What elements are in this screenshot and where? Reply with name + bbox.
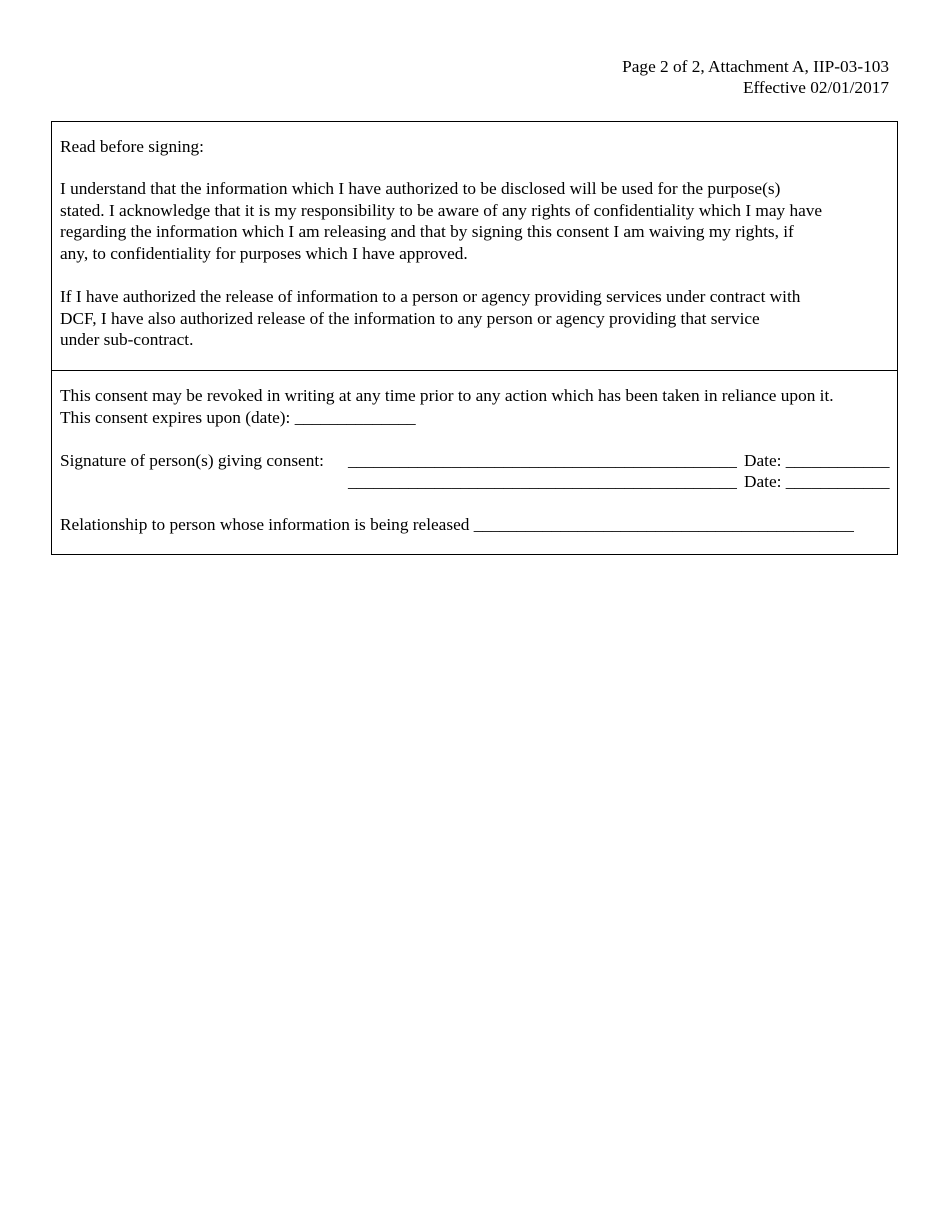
notice-paragraph-1-line-4: any, to confidentiality for purposes which I have approved. <box>60 243 468 263</box>
expiration-date-field[interactable]: ______________ <box>294 407 416 427</box>
notice-paragraph-2-line-3: under sub-contract. <box>60 330 194 349</box>
expiration-label: This consent expires upon (date): <box>60 407 291 427</box>
date-field-2[interactable]: ____________ <box>785 472 890 491</box>
relationship-field[interactable]: ____________________________________________ <box>473 515 854 534</box>
expiration-row <box>60 407 416 428</box>
consent-signature-section <box>52 371 897 555</box>
consent-form-box <box>51 121 898 555</box>
signature-line-2[interactable]: _____________________________________________ <box>348 472 737 491</box>
notice-heading: Read before signing: <box>60 137 204 156</box>
revocation-statement: This consent may be revoked in writing at any time prior to any action which has been taken in reliance upon it. <box>60 386 834 405</box>
page-number-line: Page 2 of 2, Attachment A, IIP-03-103 <box>622 57 889 76</box>
notice-paragraph-2-line-1: If I have authorized the release of information to a person or agency providing services under contract with <box>60 287 801 306</box>
date-field-1[interactable]: ____________ <box>785 450 890 470</box>
relationship-label: Relationship to person whose information is being released <box>60 515 470 534</box>
read-before-signing-section <box>52 122 897 371</box>
signature-line-1[interactable]: _____________________________________________ <box>348 450 737 470</box>
signature-date-row-2 <box>744 471 889 492</box>
notice-paragraph-1-line-2: stated. I acknowledge that it is my responsibility to be aware of any rights of confidentiality which I may have <box>60 200 823 220</box>
page-header <box>622 56 889 99</box>
effective-date-line: Effective 02/01/2017 <box>742 78 889 98</box>
signature-date-row-1 <box>744 450 889 471</box>
date-label: Date: <box>744 450 782 470</box>
notice-paragraph-2-line-2: DCF, I have also authorized release of the information to any person or agency providing that service <box>60 308 760 328</box>
date-label: Date: <box>744 472 782 491</box>
notice-paragraph-1-line-3: regarding the information which I am releasing and that by signing this consent I am waiving my rights, if <box>60 222 794 241</box>
notice-paragraph-1-line-1: I understand that the information which I have authorized to be disclosed will be used for the purpose(s) <box>60 179 781 198</box>
relationship-row <box>60 514 854 535</box>
signature-label: Signature of person(s) giving consent: <box>60 450 324 470</box>
